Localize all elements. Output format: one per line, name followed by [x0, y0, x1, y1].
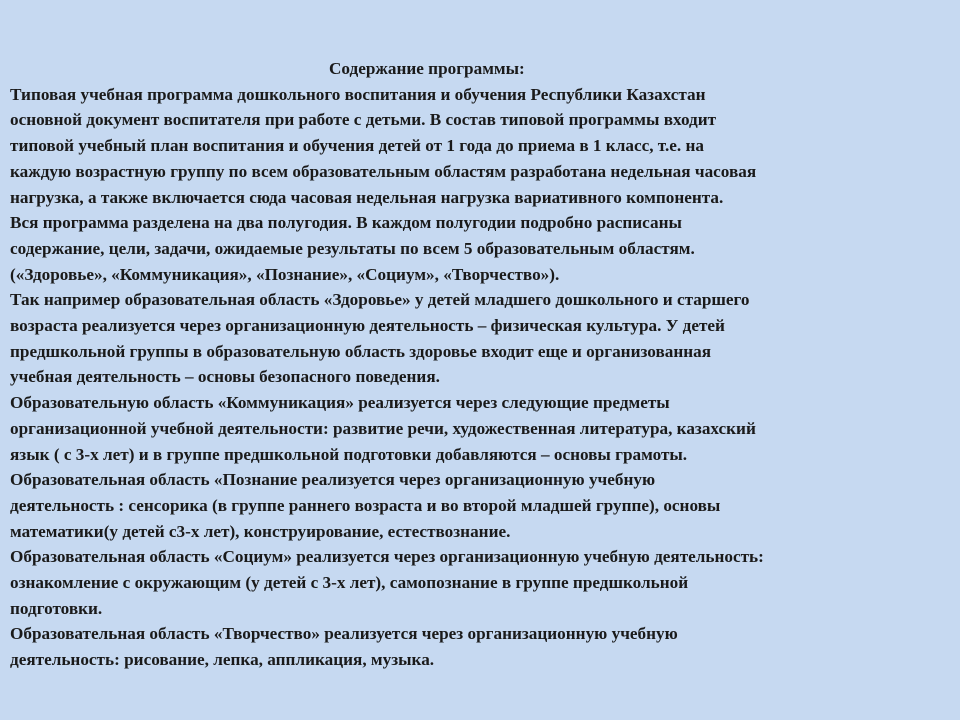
text-line: язык ( с 3-х лет) и в группе предшкольной подготовки добавляются – основы грамоты. — [10, 444, 688, 464]
text-line: предшкольной группы в образовательную область здоровье входит еще и организованная — [10, 341, 712, 361]
text-line: Типовая учебная программа дошкольного воспитания и обучения Республики Казахстан — [10, 84, 706, 104]
text-line: Вся программа разделена на два полугодия. В каждом полугодии подробно расписаны — [10, 213, 682, 233]
text-line: учебная деятельность – основы безопасного поведения. — [10, 367, 440, 387]
text-line: деятельность : сенсорика (в группе раннего возраста и во второй младшей группе), основы — [10, 495, 721, 515]
text-line: основной документ воспитателя при работе с детьми. В состав типовой программы входит — [10, 110, 717, 130]
slide-text-body — [10, 56, 945, 673]
text-line: Образовательная область «Познание реализуется через организационную учебную — [10, 470, 656, 490]
text-line: Образовательная область «Социум» реализуется через организационную учебную деятельность: — [10, 547, 764, 567]
text-line: математики(у детей с3-х лет), конструирование, естествознание. — [10, 521, 511, 541]
text-line: возраста реализуется через организационную деятельность – физическая культура. У детей — [10, 316, 725, 336]
text-line: содержание, цели, задачи, ожидаемые результаты по всем 5 образовательным областям. — [10, 238, 695, 258]
text-line: деятельность: рисование, лепка, аппликация, музыка. — [10, 650, 435, 670]
text-line: типовой учебный план воспитания и обучения детей от 1 года до приема в 1 класс, т.е. на — [10, 136, 704, 156]
text-line: ознакомление с окружающим (у детей с 3-х лет), самопознание в группе предшкольной — [10, 573, 689, 593]
slide-title: Содержание программы: — [329, 59, 525, 78]
text-line: Образовательная область «Творчество» реализуется через организационную учебную — [10, 624, 678, 644]
text-line: подготовки. — [10, 598, 103, 618]
text-line: каждую возрастную группу по всем образовательным областям разработана недельная часовая — [10, 161, 757, 181]
text-line: («Здоровье», «Коммуникация», «Познание», «Социум», «Творчество»). — [10, 264, 560, 284]
text-line: Образовательную область «Коммуникация» реализуется через следующие предметы — [10, 393, 670, 413]
text-line: организационной учебной деятельности: развитие речи, художественная литература, казахский — [10, 418, 756, 438]
text-line: нагрузка, а также включается сюда часовая недельная нагрузка вариативного компонента. — [10, 187, 724, 207]
text-line: Так например образовательная область «Здоровье» у детей младшего дошкольного и старшего — [10, 290, 750, 310]
